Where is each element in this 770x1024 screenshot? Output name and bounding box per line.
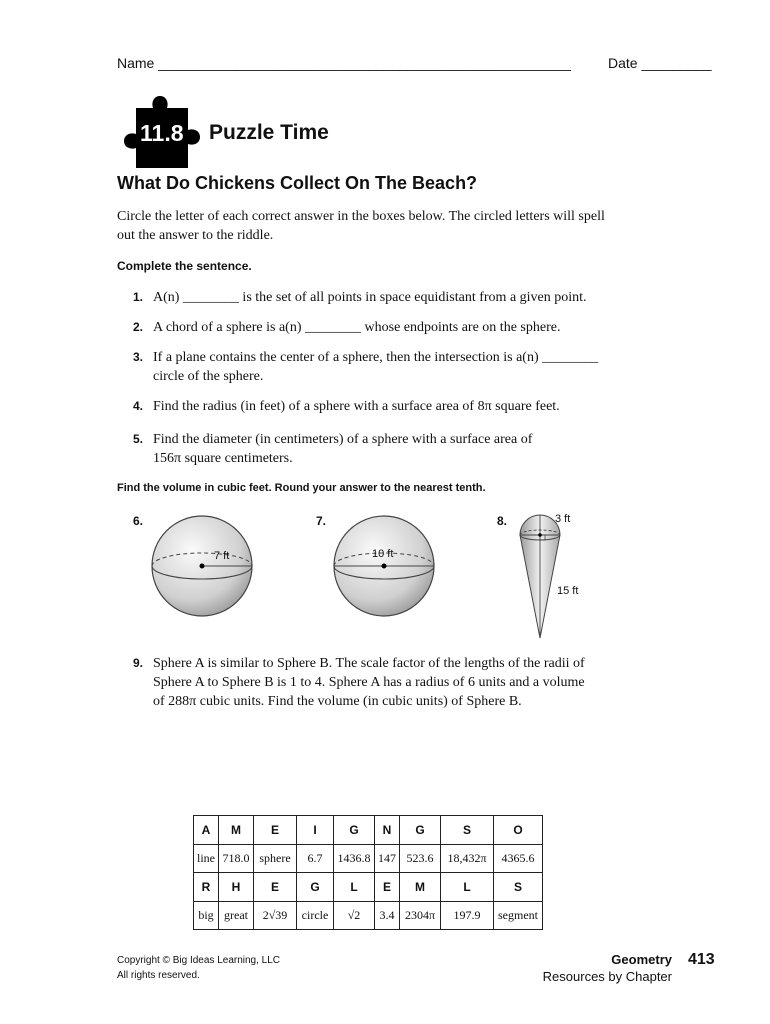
- answer-letter[interactable]: L: [441, 873, 494, 902]
- answer-values-row: [194, 902, 543, 930]
- rights-line: All rights reserved.: [117, 970, 200, 981]
- sphere-figure-6: [148, 512, 258, 622]
- answer-letters-row: [194, 873, 543, 902]
- answer-letter[interactable]: I: [297, 816, 334, 845]
- answer-letter[interactable]: E: [254, 873, 297, 902]
- section-title: Puzzle Time: [209, 121, 329, 144]
- question-text-continued: Sphere A to Sphere B is 1 to 4. Sphere A has a radius of 6 units and a volume: [153, 675, 585, 690]
- figure-6-number: 6.: [133, 514, 144, 528]
- name-field: [117, 55, 571, 71]
- answer-value: 4365.6: [494, 845, 543, 873]
- answer-value: √2: [334, 902, 375, 930]
- answer-letter[interactable]: L: [334, 873, 375, 902]
- cone-figure-8: [515, 512, 565, 642]
- question-text-continued: 156π square centimeters.: [153, 451, 293, 466]
- book-info: [540, 951, 672, 985]
- answer-value: sphere: [254, 845, 297, 873]
- answer-value: 147: [375, 845, 400, 873]
- figure-8-radius-label: 3 ft: [555, 513, 571, 525]
- question-text: If a plane contains the center of a sphere, then the intersection is a(n) ________: [153, 350, 599, 365]
- answer-value: 3.4: [375, 902, 400, 930]
- question-text: A(n) ________ is the set of all points in space equidistant from a given point.: [153, 290, 587, 305]
- answer-value: 6.7: [297, 845, 334, 873]
- answer-value: circle: [297, 902, 334, 930]
- question-number: 3.: [133, 350, 144, 364]
- copyright: [117, 953, 280, 983]
- question-text-continued: of 288π cubic units. Find the volume (in cubic units) of Sphere B.: [153, 694, 522, 709]
- answer-letter[interactable]: N: [375, 816, 400, 845]
- answer-letter[interactable]: M: [400, 873, 441, 902]
- answer-letter[interactable]: S: [441, 816, 494, 845]
- answer-letters-row: [194, 816, 543, 845]
- answer-letter[interactable]: E: [375, 873, 400, 902]
- question-text-continued: circle of the sphere.: [153, 369, 264, 384]
- answer-letter[interactable]: R: [194, 873, 219, 902]
- answer-value: 718.0: [219, 845, 254, 873]
- figure-8-slant-label: 15 ft: [557, 585, 579, 597]
- answer-values-row: [194, 845, 543, 873]
- name-line: _____________________________________________________: [158, 55, 571, 71]
- question-text: Sphere A is similar to Sphere B. The scale factor of the lengths of the radii of: [153, 656, 585, 671]
- figure-6-radius-label: 7 ft: [214, 550, 230, 562]
- name-label: Name: [117, 55, 155, 71]
- question-number: 5.: [133, 432, 144, 446]
- figure-8-number: 8.: [497, 514, 508, 528]
- answer-value: 18,432π: [441, 845, 494, 873]
- answer-value: 197.9: [441, 902, 494, 930]
- sphere-figure-7: [330, 512, 440, 622]
- answer-letter[interactable]: G: [297, 873, 334, 902]
- answer-letter[interactable]: G: [334, 816, 375, 845]
- question-number: 1.: [133, 290, 144, 304]
- question-number: 4.: [133, 399, 144, 413]
- answer-value: big: [194, 902, 219, 930]
- answer-letter[interactable]: A: [194, 816, 219, 845]
- answer-letter[interactable]: G: [400, 816, 441, 845]
- question-text: Find the diameter (in centimeters) of a sphere with a surface area of: [153, 432, 533, 447]
- page-number: 413: [688, 951, 715, 968]
- answer-value: 523.6: [400, 845, 441, 873]
- answer-letter[interactable]: S: [494, 873, 543, 902]
- figure-7-diameter-label: 10 ft: [372, 548, 394, 560]
- answer-letter[interactable]: M: [219, 816, 254, 845]
- question-text: A chord of a sphere is a(n) ________ whose endpoints are on the sphere.: [153, 320, 561, 335]
- instructions: Circle the letter of each correct answer in the boxes below. The circled letters will spell out the answer to the riddle.: [117, 209, 605, 243]
- date-field: [608, 55, 712, 71]
- answer-value: line: [194, 845, 219, 873]
- section-number: 11.8: [140, 120, 184, 146]
- answer-letter[interactable]: E: [254, 816, 297, 845]
- question-number: 9.: [133, 656, 144, 670]
- date-label: Date: [608, 55, 638, 71]
- figure-7-number: 7.: [316, 514, 327, 528]
- answer-letter[interactable]: O: [494, 816, 543, 845]
- question-text: Find the radius (in feet) of a sphere with a surface area of 8π square feet.: [153, 399, 560, 414]
- part1-heading: Complete the sentence.: [117, 259, 252, 273]
- answer-letter[interactable]: H: [219, 873, 254, 902]
- book-title: Geometry: [611, 952, 672, 967]
- answer-value: segment: [494, 902, 543, 930]
- question-number: 2.: [133, 320, 144, 334]
- date-line: _________: [641, 55, 712, 71]
- answer-value: 2304π: [400, 902, 441, 930]
- part2-heading: Find the volume in cubic feet. Round your answer to the nearest tenth.: [117, 482, 486, 494]
- answer-value: 1436.8: [334, 845, 375, 873]
- riddle-title: What Do Chickens Collect On The Beach?: [117, 173, 478, 193]
- answer-table: [193, 815, 543, 930]
- book-subtitle: Resources by Chapter: [542, 969, 672, 984]
- answer-value: 2√39: [254, 902, 297, 930]
- copyright-line: Copyright © Big Ideas Learning, LLC: [117, 955, 281, 966]
- answer-value: great: [219, 902, 254, 930]
